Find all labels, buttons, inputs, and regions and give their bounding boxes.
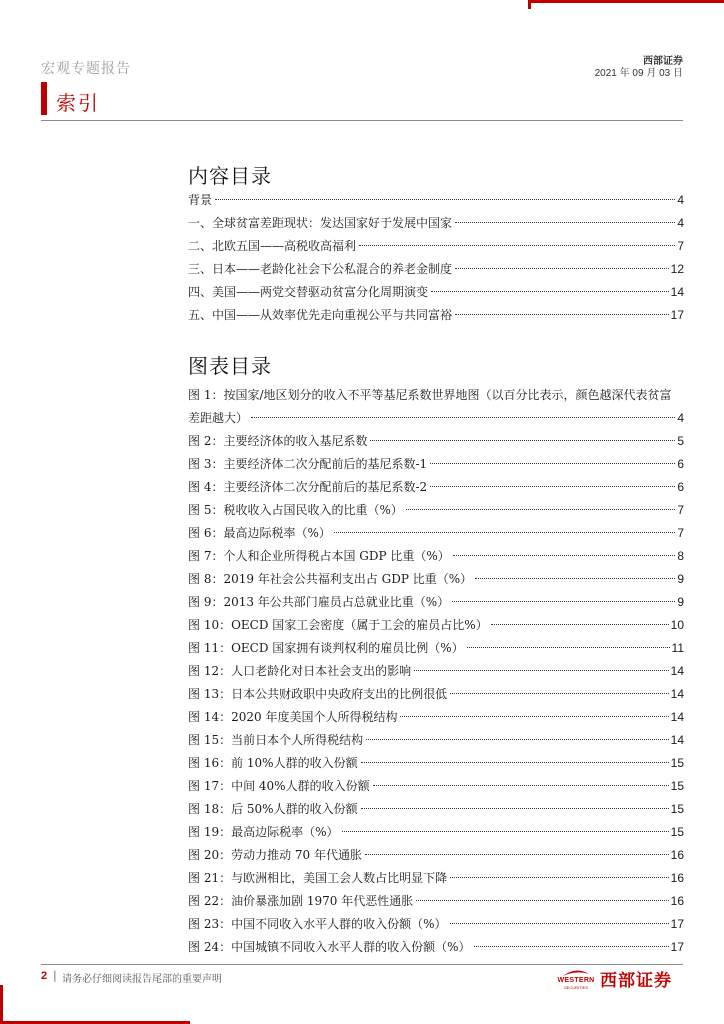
- figure-entry-label: 图 8：2019 年社会公共福利支出占 GDP 比重（%）: [188, 572, 473, 586]
- footer-separator: |: [53, 969, 57, 982]
- dot-leader: [361, 808, 669, 809]
- figure-entry[interactable]: [188, 683, 684, 706]
- contents-entry-label: 二、北欧五国——高税收高福利: [188, 239, 357, 253]
- logo-mark-icon: [556, 967, 596, 991]
- figure-entry-label-line1: 图 1：按国家/地区划分的收入不平等基尼系数世界地图（以百分比表示，颜色越深代表贫富: [188, 388, 672, 402]
- dot-leader: [467, 647, 670, 648]
- figure-entry-page: 7: [677, 526, 684, 540]
- dot-leader: [450, 693, 669, 694]
- figure-entry-page: 7: [677, 503, 684, 517]
- contents-entry-page: 12: [670, 262, 684, 276]
- figure-entry-label: 图 2：主要经济体的收入基尼系数: [188, 434, 368, 448]
- figure-entry-label: 图 9：2013 年公共部门雇员占总就业比重（%）: [188, 595, 450, 609]
- figure-entry[interactable]: [188, 706, 684, 729]
- figure-entry-label: 图 13：日本公共财政职中央政府支出的比例很低: [188, 687, 448, 701]
- contents-entry[interactable]: [188, 189, 684, 212]
- figure-entry-page: 15: [670, 779, 684, 793]
- dot-leader: [475, 578, 675, 579]
- figure-entry[interactable]: [188, 476, 684, 499]
- figure-entry-label: 图 16：前 10%人群的收入份额: [188, 756, 358, 770]
- contents-entry[interactable]: [188, 212, 684, 235]
- figure-entry-page: 14: [670, 710, 684, 724]
- figure-entry[interactable]: [188, 729, 684, 752]
- dot-leader: [365, 854, 669, 855]
- figure-entry[interactable]: [188, 430, 684, 453]
- dot-leader: [373, 785, 669, 786]
- section-accent-bar: [41, 82, 47, 115]
- contents-entry-page: 17: [670, 308, 684, 322]
- contents-list: [188, 189, 684, 327]
- dot-leader: [474, 946, 669, 947]
- figure-entry[interactable]: [188, 913, 684, 936]
- corner-decoration-bottom-left: [0, 985, 3, 1024]
- contents-entry-page: 14: [670, 285, 684, 299]
- header-date: 2021 年 09 月 03 日: [594, 68, 683, 79]
- figure-entry-label: 图 23：中国不同收入水平人群的收入份额（%）: [188, 917, 447, 931]
- contents-entry-label: 一、全球贫富差距现状：发达国家好于发展中国家: [188, 216, 453, 230]
- figure-entry[interactable]: [188, 775, 684, 798]
- dot-leader: [400, 716, 668, 717]
- dot-leader: [430, 486, 675, 487]
- figure-entry-label: 图 5：税收收入占国民收入的比重（%）: [188, 503, 403, 517]
- logo-chinese: 西部证券: [600, 971, 672, 991]
- figure-entry[interactable]: [188, 752, 684, 775]
- figure-entry-page: 15: [670, 802, 684, 816]
- figure-entry-label: 图 6：最高边际税率（%）: [188, 526, 331, 540]
- logo-english-sub: SECURITIES: [563, 984, 588, 990]
- figure-entry-label: 图 18：后 50%人群的收入份额: [188, 802, 358, 816]
- contents-entry[interactable]: [188, 235, 684, 258]
- header-company: 西部证券: [643, 56, 683, 67]
- figure-entry-page: 9: [677, 595, 684, 609]
- figure-entry-page: 17: [670, 940, 684, 954]
- figure-entry[interactable]: [188, 867, 684, 890]
- dot-leader: [453, 555, 676, 556]
- contents-entry-page: 4: [677, 193, 684, 207]
- dot-leader: [251, 417, 675, 418]
- figure-entry-page: 15: [670, 825, 684, 839]
- figure-entry-label: 图 7：个人和企业所得税占本国 GDP 比重（%）: [188, 549, 450, 563]
- company-logo: [556, 966, 672, 991]
- contents-entry[interactable]: [188, 304, 684, 327]
- figure-entry-label: 图 17：中间 40%人群的收入份额: [188, 779, 370, 793]
- dot-leader: [416, 900, 668, 901]
- figure-entry-label: 图 21：与欧洲相比，美国工会人数占比明显下降: [188, 871, 448, 885]
- figure-entry-page: 15: [670, 756, 684, 770]
- figure-entry-page: 14: [670, 733, 684, 747]
- figure-entry-label: 图 10：OECD 国家工会密度（属于工会的雇员占比%）: [188, 618, 488, 632]
- section-title: 索引: [56, 91, 100, 115]
- dot-leader: [359, 245, 675, 246]
- footer-disclaimer: 请务必仔细阅读报告尾部的重要声明: [62, 974, 222, 985]
- corner-decoration-top-right: [530, 0, 724, 3]
- figure-entry[interactable]: [188, 545, 684, 568]
- figure-entry-page: 16: [670, 871, 684, 885]
- logo-swoosh-icon: [561, 968, 591, 977]
- figure-entry-page: 6: [677, 480, 684, 494]
- logo-english: WESTERN: [557, 976, 595, 984]
- dot-leader: [430, 463, 675, 464]
- figure-entry[interactable]: [188, 890, 684, 913]
- figure-entry[interactable]: [188, 821, 684, 844]
- dot-leader: [455, 222, 675, 223]
- contents-entry-label: 三、日本——老龄化社会下公私混合的养老金制度: [188, 262, 453, 276]
- figure-entry[interactable]: [188, 522, 684, 545]
- dot-leader: [215, 199, 675, 200]
- figure-entry[interactable]: [188, 453, 684, 476]
- corner-decoration-top-right-tick: [528, 0, 531, 9]
- contents-entry-label: 背景: [188, 193, 213, 207]
- figure-entry[interactable]: [188, 614, 684, 637]
- contents-entry-label: 四、美国——两党交替驱动贫富分化周期演变: [188, 285, 429, 299]
- dot-leader: [361, 762, 669, 763]
- contents-entry-page: 7: [677, 239, 684, 253]
- dot-leader: [491, 624, 669, 625]
- dot-leader: [370, 440, 675, 441]
- figures-list: [188, 384, 684, 959]
- footer-page-number: 2: [41, 970, 48, 982]
- figure-entry[interactable]: [188, 936, 684, 959]
- contents-entry-label: 五、中国——从效率优先走向重视公平与共同富裕: [188, 308, 453, 322]
- dot-leader: [455, 314, 669, 315]
- dot-leader: [452, 601, 675, 602]
- figure-entry-label: 图 20：劳动力推动 70 年代通胀: [188, 848, 362, 862]
- figure-entry[interactable]: [188, 499, 684, 522]
- contents-entry[interactable]: [188, 281, 684, 304]
- footer-divider: [41, 964, 683, 965]
- figure-entry-page: 9: [677, 572, 684, 586]
- figure-entry-page: 4: [677, 411, 684, 425]
- figure-entry-page: 16: [670, 848, 684, 862]
- figure-entry-label: 图 12：人口老龄化对日本社会支出的影响: [188, 664, 412, 678]
- figure-entry-page: 10: [670, 618, 684, 632]
- contents-entry[interactable]: [188, 258, 684, 281]
- figure-entry-page: 14: [670, 687, 684, 701]
- dot-leader: [406, 509, 675, 510]
- figure-entry-page: 8: [677, 549, 684, 563]
- figures-title: 图表目录: [188, 354, 272, 378]
- figure-entry-label: 图 11：OECD 国家拥有谈判权利的雇员比例（%）: [188, 641, 464, 655]
- figure-entry[interactable]: [188, 660, 684, 683]
- figure-entry-page: 5: [677, 434, 684, 448]
- dot-leader: [414, 670, 669, 671]
- figure-entry[interactable]: [188, 798, 684, 821]
- dot-leader: [455, 268, 669, 269]
- figure-entry-label: 图 3：主要经济体二次分配前后的基尼系数-1: [188, 457, 428, 471]
- contents-entry-page: 4: [677, 216, 684, 230]
- figure-entry[interactable]: [188, 591, 684, 614]
- figure-entry-label: 图 24：中国城镇不同收入水平人群的收入份额（%）: [188, 940, 471, 954]
- figure-entry-page: 6: [677, 457, 684, 471]
- figure-entry[interactable]: [188, 844, 684, 867]
- figure-entry-label-line2: 差距越大）: [188, 411, 249, 425]
- dot-leader: [450, 923, 669, 924]
- figure-entry-label: 图 15：当前日本个人所得税结构: [188, 733, 364, 747]
- figure-entry-page: 14: [670, 664, 684, 678]
- figure-entry-page: 11: [671, 641, 684, 655]
- dot-leader: [366, 739, 669, 740]
- report-type: 宏观专题报告: [41, 61, 131, 77]
- figure-entry-page: 17: [670, 917, 684, 931]
- dot-leader: [334, 532, 675, 533]
- figure-entry-label: 图 4：主要经济体二次分配前后的基尼系数-2: [188, 480, 428, 494]
- figure-entry-label: 图 22：油价暴涨加剧 1970 年代恶性通胀: [188, 894, 414, 908]
- contents-title: 内容目录: [188, 164, 272, 188]
- figure-entry[interactable]: [188, 568, 684, 591]
- dot-leader: [342, 831, 669, 832]
- figure-entry-page: 16: [670, 894, 684, 908]
- figure-entry[interactable]: [188, 384, 684, 430]
- figure-entry-label: 图 14：2020 年度美国个人所得税结构: [188, 710, 398, 724]
- figure-entry[interactable]: [188, 637, 684, 660]
- dot-leader: [450, 877, 669, 878]
- figure-entry-label: 图 19：最高边际税率（%）: [188, 825, 339, 839]
- dot-leader: [431, 291, 669, 292]
- header-divider: [41, 120, 683, 121]
